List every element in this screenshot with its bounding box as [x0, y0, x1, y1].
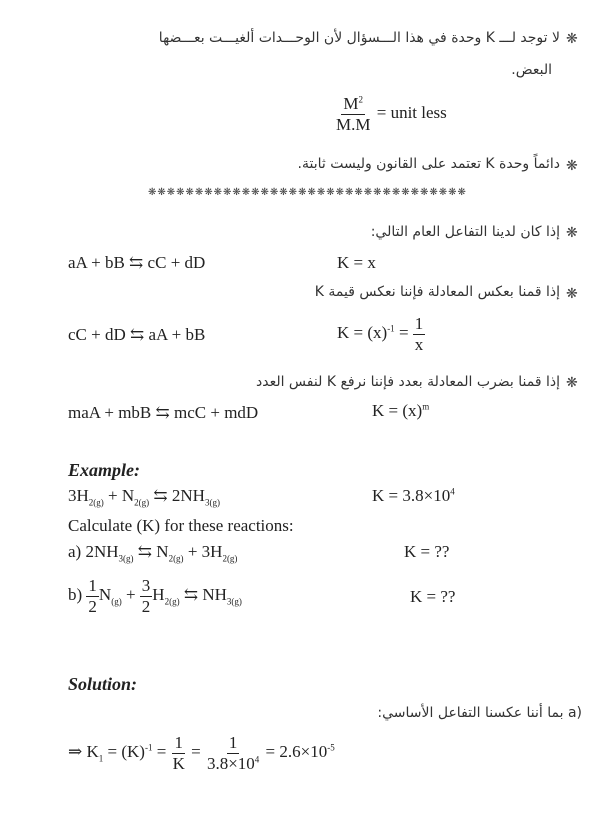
- solution-fraction-1: $\frac{1}{K}$: [172, 733, 185, 773]
- rule-3-text: إذا قمنا بضرب المعادلة بعدد فإننا نرفع K لنفس العدد: [255, 374, 560, 390]
- rule-2-k: $K = (x)^{-1}$ = $\frac{1}{x}$: [337, 314, 424, 354]
- part-a-reaction: a) $2NH_{3(g)}$ ⇆ $N_{2(g)} + 3H_{2(g)}$: [68, 542, 238, 564]
- part-b-k: K = ??: [410, 587, 456, 606]
- intro-line-2: البعض.: [511, 62, 552, 78]
- bullet-icon: ❋: [566, 286, 578, 302]
- bullet-icon: ❋: [566, 31, 578, 47]
- solution-calculation: ⇒ $K_1 = (K)^{-1}$ = $\frac{1}{K}$ = $\frac{1}{3.8\times 10^4}$ = $2.6\times 10^{-5}$: [68, 733, 335, 773]
- rule-1-reaction: aA + bB ⇆ cC + dD: [68, 253, 206, 272]
- example-heading: Example:: [68, 460, 140, 480]
- solution-line-a: (a بما أننا عكسنا التفاعل الأساسي:: [377, 705, 582, 721]
- bullet-icon: ❋: [566, 375, 578, 391]
- unit-fraction: $\frac{M^2}{M.M}$: [336, 94, 371, 134]
- rule-1-text: إذا كان لدينا التفاعل العام التالي:: [370, 224, 560, 240]
- example-prompt: Calculate (K) for these reactions:: [68, 516, 294, 535]
- rule-3-k: $K = (x)^m$: [372, 401, 430, 420]
- rule-3-reaction: maA + mbB ⇆ mcC + mdD: [68, 403, 259, 422]
- part-b-reaction: b) $\frac{1}{2}$ $N_{(g)}$ + $\frac{3}{2}$ $H_{2(g)}$ ⇆ $NH_{3(g)}$: [68, 576, 242, 616]
- solution-heading: Solution:: [68, 674, 138, 694]
- unit-rhs: = unit less: [376, 102, 447, 122]
- part-b-coef-1: $\frac{1}{2}$: [88, 576, 97, 616]
- rule-2-text: إذا قمنا بعكس المعادلة فإننا نعكس قيمة K: [314, 284, 560, 300]
- example-given-reaction: $3H_{2(g)} + N_{2(g)}$ ⇆ $2NH_{3(g)}$: [68, 486, 220, 508]
- intro-line-3: دائماً وحدة K تعتمد على القانون وليست ثابتة.: [297, 156, 560, 172]
- bullet-icon: ❋: [566, 158, 578, 174]
- unit-formula: [334, 94, 447, 134]
- rule-2-fraction: $\frac{1}{x}$: [414, 314, 424, 354]
- part-a-k: K = ??: [404, 542, 450, 561]
- rule-1-k: K = x: [337, 253, 376, 272]
- separator-stars: ❋❋❋❋❋❋❋❋❋❋❋❋❋❋❋❋❋❋❋❋❋❋❋❋❋❋❋❋❋❋❋❋❋❋: [148, 187, 467, 198]
- solution-fraction-2: $\frac{1}{3.8\times 10^4}$: [206, 733, 260, 773]
- intro-line-1: لا توجد لـــ K وحدة في هذا الـــسؤال لأن الوحـــدات ألغيـــت بعـــضها: [158, 30, 560, 46]
- example-given-k: $K = 3.8\times 10^4$: [372, 486, 455, 505]
- part-b-coef-2: $\frac{3}{2}$: [141, 576, 151, 616]
- bullet-icon: ❋: [566, 225, 578, 241]
- rule-2-reaction: cC + dD ⇆ aA + bB: [68, 325, 206, 344]
